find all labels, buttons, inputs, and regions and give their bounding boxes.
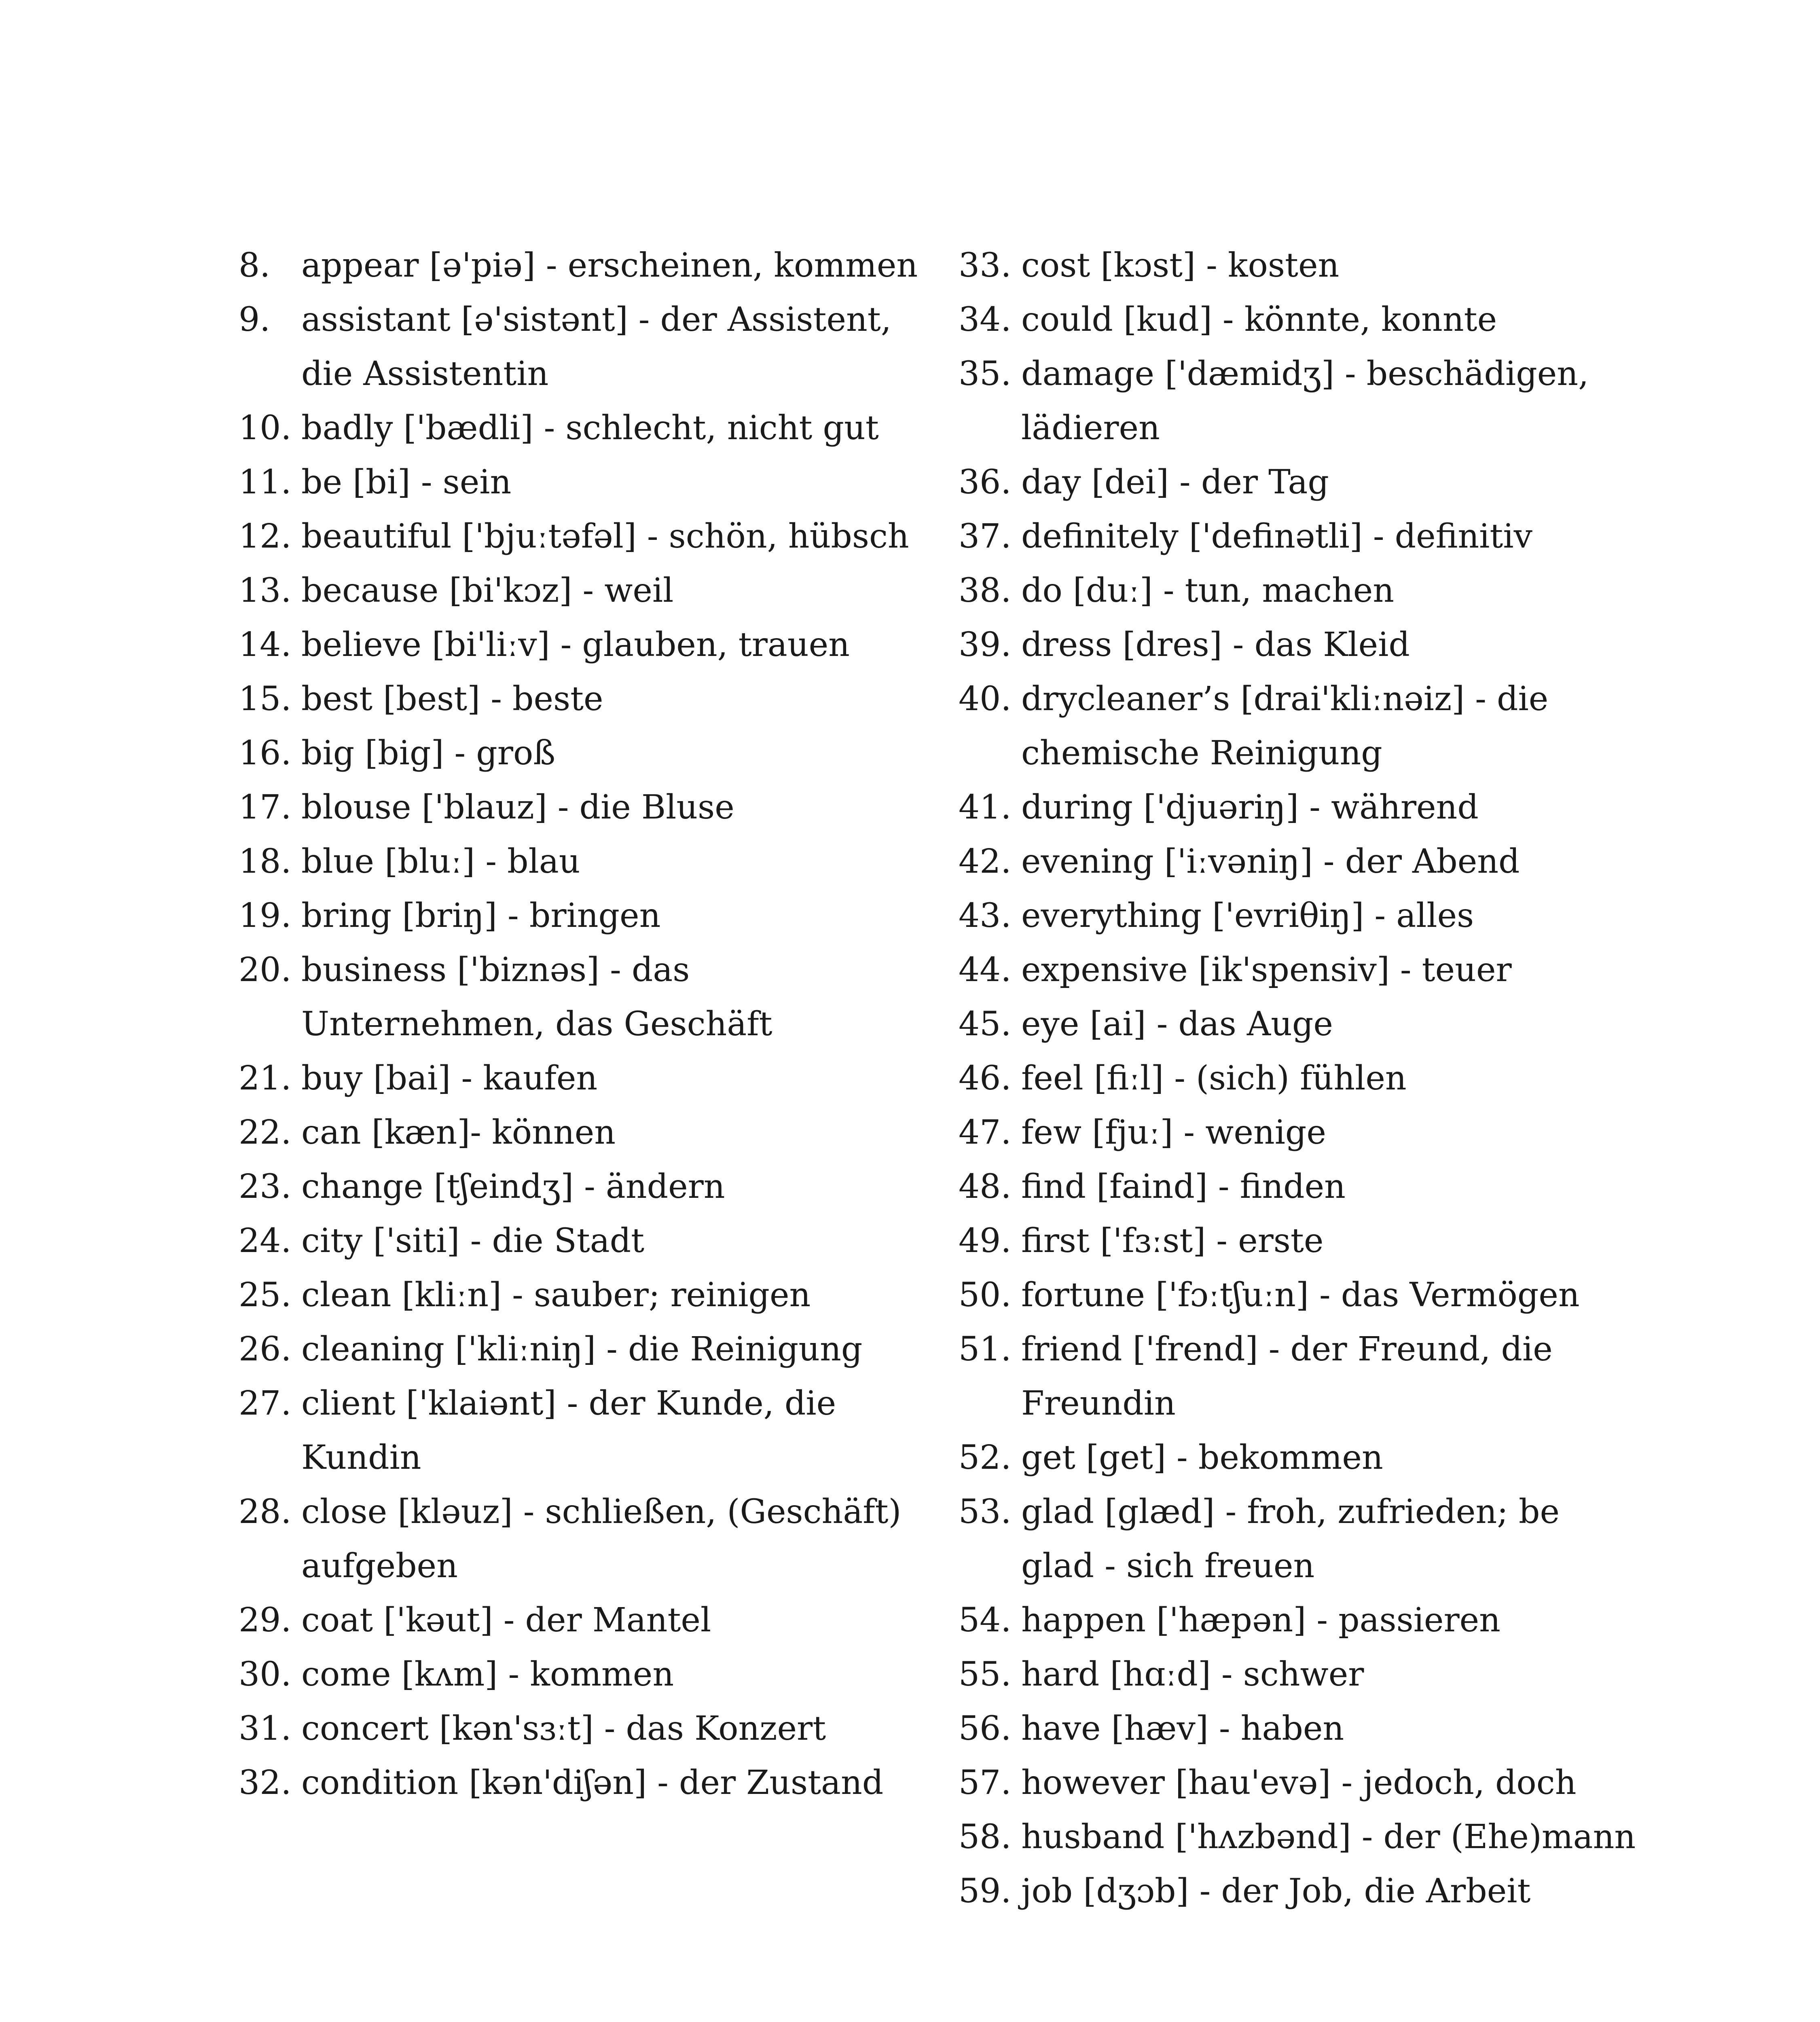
vocabulary-entry <box>959 835 1638 889</box>
entry-text: however [hau'evə] - jedoch, doch <box>1021 1764 1577 1802</box>
entry-text: assistant [ə'sistənt] - der Assistent, die Assistentin <box>301 300 891 393</box>
entry-number: 21. <box>239 1059 292 1098</box>
vocabulary-entry <box>239 564 918 618</box>
entry-number: 48. <box>959 1168 1012 1206</box>
entry-text: drycleaner’s [drai'kliːnəiz] - die chemische Reinigung <box>1021 680 1549 772</box>
vocabulary-entry <box>239 293 918 401</box>
entry-number: 34. <box>959 300 1012 339</box>
entry-number: 56. <box>959 1709 1012 1748</box>
vocabulary-entry <box>239 726 918 780</box>
entry-text: fortune ['fɔːtʃuːn] - das Vermögen <box>1021 1276 1580 1314</box>
entry-number: 14. <box>239 626 292 664</box>
entry-number: 31. <box>239 1709 292 1748</box>
entry-text: damage ['dæmidʒ] - beschädigen, lädieren <box>1021 355 1589 447</box>
vocabulary-entry <box>959 1268 1638 1322</box>
entry-text: appear [ə'piə] - erscheinen, kommen <box>301 246 918 285</box>
entry-text: everything ['evriθiŋ] - alles <box>1021 897 1474 935</box>
entry-text: friend ['frend] - der Freund, die Freundin <box>1021 1330 1553 1423</box>
entry-number: 40. <box>959 680 1012 718</box>
entry-text: during ['djuəriŋ] - während <box>1021 788 1479 827</box>
entry-text: city ['siti] - die Stadt <box>301 1222 645 1260</box>
entry-text: bring [briŋ] - bringen <box>301 897 661 935</box>
entry-text: client ['klaiənt] - der Kunde, die Kundin <box>301 1384 836 1477</box>
entry-text: feel [fiːl] - (sich) fühlen <box>1021 1059 1407 1098</box>
vocabulary-entry <box>959 239 1638 293</box>
entry-number: 19. <box>239 897 292 935</box>
entry-number: 12. <box>239 517 292 556</box>
entry-number: 16. <box>239 734 292 772</box>
entry-number: 36. <box>959 463 1012 501</box>
entry-number: 26. <box>239 1330 292 1368</box>
entry-text: hard [hɑːd] - schwer <box>1021 1655 1364 1694</box>
entry-text: big [big] - groß <box>301 734 556 772</box>
entry-number: 22. <box>239 1113 292 1152</box>
entry-text: do [duː] - tun, machen <box>1021 571 1395 610</box>
entry-number: 47. <box>959 1113 1012 1152</box>
entry-number: 55. <box>959 1655 1012 1694</box>
entry-number: 27. <box>239 1384 292 1423</box>
entry-number: 13. <box>239 571 292 610</box>
entry-number: 52. <box>959 1438 1012 1477</box>
entry-text: be [bi] - sein <box>301 463 512 501</box>
entry-text: could [kud] - könnte, konnte <box>1021 300 1497 339</box>
right-column <box>959 239 1638 1918</box>
entry-number: 23. <box>239 1168 292 1206</box>
entry-text: cleaning ['kliːniŋ] - die Reinigung <box>301 1330 863 1368</box>
entry-number: 43. <box>959 897 1012 935</box>
vocabulary-entry <box>959 347 1638 455</box>
entry-number: 51. <box>959 1330 1012 1368</box>
entry-text: coat ['kəut] - der Mantel <box>301 1601 711 1639</box>
entry-number: 15. <box>239 680 292 718</box>
entry-number: 9. <box>239 300 271 339</box>
entry-text: close [kləuz] - schließen, (Geschäft) aufgeben <box>301 1493 902 1585</box>
vocabulary-entry <box>239 455 918 510</box>
entry-number: 38. <box>959 571 1012 610</box>
vocabulary-entry <box>239 835 918 889</box>
entry-number: 49. <box>959 1222 1012 1260</box>
entry-text: buy [bai] - kaufen <box>301 1059 598 1098</box>
entry-text: definitely ['definətli] - definitiv <box>1021 517 1532 556</box>
entry-text: blue [bluː] - blau <box>301 842 580 881</box>
entry-number: 50. <box>959 1276 1012 1314</box>
entry-number: 46. <box>959 1059 1012 1098</box>
entry-text: few [fjuː] - wenige <box>1021 1113 1326 1152</box>
entry-number: 57. <box>959 1764 1012 1802</box>
vocabulary-entry <box>959 455 1638 510</box>
vocabulary-entry <box>959 997 1638 1051</box>
entry-text: expensive [ik'spensiv] - teuer <box>1021 951 1512 989</box>
entry-text: beautiful ['bjuːtəfəl] - schön, hübsch <box>301 517 909 556</box>
entry-text: get [get] - bekommen <box>1021 1438 1383 1477</box>
vocabulary-entry <box>239 943 918 1051</box>
entry-text: job [dʒɔb] - der Job, die Arbeit <box>1021 1872 1531 1910</box>
entry-number: 35. <box>959 355 1012 393</box>
entry-number: 10. <box>239 409 292 447</box>
entry-number: 42. <box>959 842 1012 881</box>
entry-text: badly ['bædli] - schlecht, nicht gut <box>301 409 879 447</box>
vocabulary-entry <box>239 1268 918 1322</box>
entry-text: eye [ai] - das Auge <box>1021 1005 1333 1043</box>
entry-number: 33. <box>959 246 1012 285</box>
vocabulary-entry <box>239 618 918 672</box>
entry-number: 59. <box>959 1872 1012 1910</box>
entry-number: 18. <box>239 842 292 881</box>
vocabulary-entry <box>959 618 1638 672</box>
entry-text: husband ['hʌzbənd] - der (Ehe)mann <box>1021 1818 1636 1856</box>
vocabulary-entry <box>959 1160 1638 1214</box>
entry-text: change [tʃeindʒ] - ändern <box>301 1168 725 1206</box>
entry-text: believe [bi'liːv] - glauben, trauen <box>301 626 850 664</box>
vocabulary-entry <box>239 1756 918 1810</box>
vocabulary-list-right <box>959 239 1638 1918</box>
vocabulary-entry <box>959 1593 1638 1648</box>
entry-number: 53. <box>959 1493 1012 1531</box>
entry-text: because [bi'kɔz] - weil <box>301 571 674 610</box>
vocabulary-entry <box>959 1431 1638 1485</box>
vocabulary-entry <box>959 780 1638 835</box>
vocabulary-entry <box>239 1322 918 1377</box>
vocabulary-entry <box>239 672 918 726</box>
entry-text: condition [kən'diʃən] - der Zustand <box>301 1764 884 1802</box>
entry-text: dress [dres] - das Kleid <box>1021 626 1410 664</box>
vocabulary-entry <box>959 672 1638 780</box>
entry-number: 39. <box>959 626 1012 664</box>
vocabulary-entry <box>959 1485 1638 1593</box>
vocabulary-entry <box>959 1214 1638 1268</box>
vocabulary-entry <box>239 510 918 564</box>
vocabulary-entry <box>959 943 1638 997</box>
vocabulary-entry <box>239 1214 918 1268</box>
vocabulary-entry <box>959 1756 1638 1810</box>
entry-text: day [dei] - der Tag <box>1021 463 1329 501</box>
vocabulary-entry <box>239 401 918 455</box>
entry-number: 32. <box>239 1764 292 1802</box>
entry-number: 11. <box>239 463 292 501</box>
entry-number: 41. <box>959 788 1012 827</box>
entry-number: 54. <box>959 1601 1012 1639</box>
entry-text: happen ['hæpən] - passieren <box>1021 1601 1500 1639</box>
vocabulary-entry <box>959 1702 1638 1756</box>
vocabulary-entry <box>959 1810 1638 1864</box>
vocabulary-entry <box>959 889 1638 943</box>
entry-text: find [faind] - finden <box>1021 1168 1346 1206</box>
entry-text: evening ['iːvəniŋ] - der Abend <box>1021 842 1520 881</box>
entry-number: 24. <box>239 1222 292 1260</box>
entry-number: 58. <box>959 1818 1012 1856</box>
vocabulary-entry <box>959 293 1638 347</box>
vocabulary-entry <box>239 1051 918 1106</box>
entry-number: 25. <box>239 1276 292 1314</box>
entry-number: 30. <box>239 1655 292 1694</box>
vocabulary-entry <box>959 1322 1638 1431</box>
vocabulary-entry <box>239 780 918 835</box>
vocabulary-entry <box>959 510 1638 564</box>
entry-text: best [best] - beste <box>301 680 603 718</box>
entry-number: 44. <box>959 951 1012 989</box>
vocabulary-entry <box>239 1160 918 1214</box>
vocabulary-entry <box>239 1377 918 1485</box>
entry-number: 8. <box>239 246 271 285</box>
vocabulary-entry <box>959 1864 1638 1918</box>
entry-number: 28. <box>239 1493 292 1531</box>
vocabulary-entry <box>239 889 918 943</box>
vocabulary-entry <box>239 1485 918 1593</box>
vocabulary-entry <box>959 564 1638 618</box>
entry-text: blouse ['blauz] - die Bluse <box>301 788 734 827</box>
vocabulary-entry <box>239 239 918 293</box>
vocabulary-entry <box>239 1593 918 1648</box>
entry-number: 37. <box>959 517 1012 556</box>
entry-number: 17. <box>239 788 292 827</box>
entry-text: glad [glæd] - froh, zufrieden; be glad - sich freuen <box>1021 1493 1560 1585</box>
entry-number: 29. <box>239 1601 292 1639</box>
entry-text: first ['fɜːst] - erste <box>1021 1222 1324 1260</box>
vocabulary-entry <box>959 1648 1638 1702</box>
vocabulary-list-left <box>239 239 918 1810</box>
entry-number: 20. <box>239 951 292 989</box>
vocabulary-entry <box>959 1106 1638 1160</box>
entry-text: come [kʌm] - kommen <box>301 1655 674 1694</box>
entry-text: have [hæv] - haben <box>1021 1709 1344 1748</box>
vocabulary-entry <box>239 1106 918 1160</box>
left-column <box>239 239 918 1810</box>
entry-text: business ['biznəs] - das Unternehmen, das Geschäft <box>301 951 772 1043</box>
vocabulary-entry <box>239 1648 918 1702</box>
entry-number: 45. <box>959 1005 1012 1043</box>
vocabulary-entry <box>239 1702 918 1756</box>
entry-text: can [kæn]- können <box>301 1113 616 1152</box>
vocabulary-entry <box>959 1051 1638 1106</box>
entry-text: cost [kɔst] - kosten <box>1021 246 1340 285</box>
entry-text: clean [kliːn] - sauber; reinigen <box>301 1276 811 1314</box>
entry-text: concert [kən'sɜːt] - das Konzert <box>301 1709 826 1748</box>
